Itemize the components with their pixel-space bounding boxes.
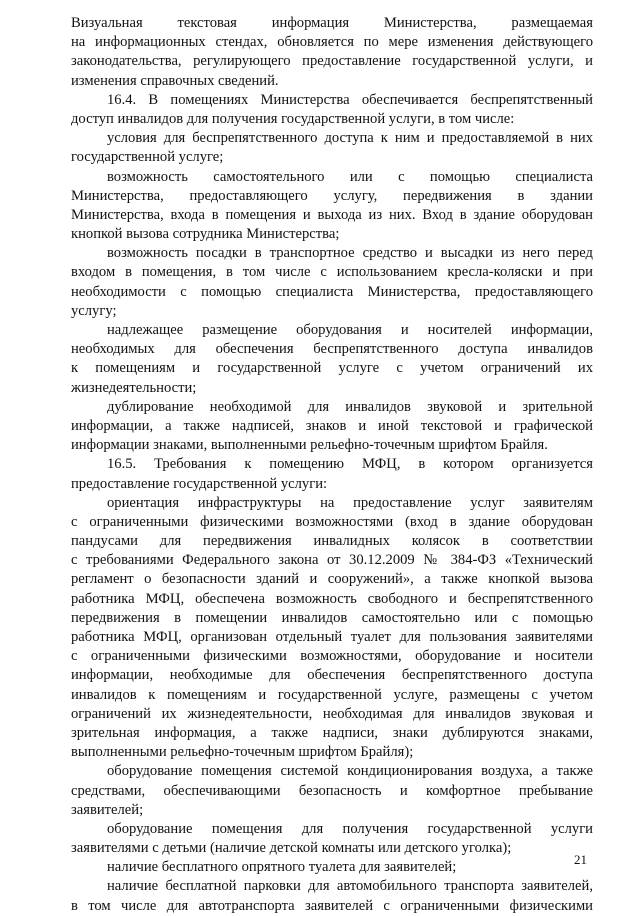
text-line: оборудование помещения для получения государственной услуги (107, 820, 593, 837)
text-line: с ограниченными физическими возможностями (вход в здание оборудован (71, 513, 593, 530)
text-line: информации, необходимые для обеспечения беспрепятственного доступа (71, 667, 593, 684)
page-number: 21 (574, 852, 587, 867)
text-line: средствами, обеспечивающими безопасность и комфортное пребывание (71, 782, 593, 799)
text-line: возможность самостоятельного или с помощью специалиста (107, 168, 593, 185)
text-line: необходимых для обеспечения беспрепятственного доступа инвалидов (71, 341, 593, 358)
text-line: входом в помещения, в том числе с использованием кресла-коляски и при (71, 264, 593, 281)
text-line: наличие бесплатной парковки для автомобильного транспорта заявителей, (107, 878, 593, 895)
text-line: необходимости с помощью специалиста Министерства, предоставляющего (71, 283, 593, 300)
text-line: оборудование помещения системой кондиционирования воздуха, а также (107, 763, 593, 780)
text-line: Министерства, входа в помещения и выхода из них. Вход в здание оборудован (71, 206, 593, 223)
text-line: Визуальная текстовая информация Министерства, размещаемая (71, 15, 593, 31)
text-line: зрительная информация, а также надписи, знаки дублируются знаками, (71, 724, 593, 741)
document-page (71, 14, 593, 916)
text-line: предоставление государственной услуги: (71, 475, 328, 492)
text-line: ориентация инфраструктуры на предоставление услуг заявителям (107, 494, 593, 511)
text-line: заявителями с детьми (наличие детской комнаты или детского уголка); (71, 840, 512, 857)
text-line: работника МФЦ, организован отдельный туалет для пользования заявителями (71, 629, 593, 645)
text-line: дублирование необходимой для инвалидов звуковой и зрительной (107, 398, 593, 415)
text-line: в том числе для автотранспорта заявителей с ограниченными физическими (71, 897, 593, 914)
text-line: с ограниченными физическими возможностями, оборудование и носители (71, 648, 593, 665)
text-line: работника МФЦ, обеспечена возможность свободного и беспрепятственного (71, 590, 593, 607)
text-line: на информационных стендах, обновляется по мере изменения действующего (71, 34, 593, 51)
text-line: кнопкой вызова сотрудника Министерства; (71, 226, 340, 243)
text-line: пандусами для передвижения инвалидных колясок в соответствии (71, 533, 593, 550)
text-line: с требованиями Федерального закона от 30.12.2009 № 384-ФЗ «Технический (71, 552, 593, 569)
text-line: государственной услуге; (71, 149, 224, 166)
text-line: выполненными рельефно-точечным шрифтом Брайля); (71, 744, 414, 761)
text-line: изменения справочных сведений. (71, 72, 279, 89)
text-line: информации, а также надписей, знаков и иной текстовой и графической (71, 417, 593, 434)
text-line: информации знаками, выполненными рельефно-точечным шрифтом Брайля. (71, 437, 548, 454)
text-line: надлежащее размещение оборудования и носителей информации, (107, 322, 593, 338)
text-line: условия для беспрепятственного доступа к ним и предоставляемой в них (107, 130, 593, 147)
text-line: к помещениям и государственной услуге с учетом ограничений их (71, 360, 593, 377)
text-line: заявителей; (71, 801, 144, 818)
text-line: инвалидов к помещениям и государственной услуге, размещены с учетом (71, 686, 593, 703)
text-line: Министерства, предоставляющего услугу, передвижения в здании (71, 187, 593, 204)
text-line: возможность посадки в транспортное средство и высадки из него перед (107, 245, 593, 262)
text-line: законодательства, регулирующего предоставление государственной услуги, и (71, 53, 593, 70)
text-line: услугу; (71, 302, 117, 319)
text-line: доступ инвалидов для получения государственной услуги, в том числе: (71, 110, 515, 127)
text-line: 16.5. Требования к помещению МФЦ, в котором организуется (107, 456, 593, 473)
text-line: наличие бесплатного опрятного туалета для заявителей; (107, 859, 457, 876)
text-line: жизнедеятельности; (71, 379, 197, 396)
text-line: ограничений их жизнедеятельности, необходимая для инвалидов звуковая и (71, 705, 593, 722)
text-line: передвижения в помещении инвалидов самостоятельно или с помощью (71, 609, 593, 626)
text-line: 16.4. В помещениях Министерства обеспечивается беспрепятственный (107, 91, 593, 108)
text-line: регламент о безопасности зданий и сооружений», а также кнопкой вызова (71, 571, 593, 588)
